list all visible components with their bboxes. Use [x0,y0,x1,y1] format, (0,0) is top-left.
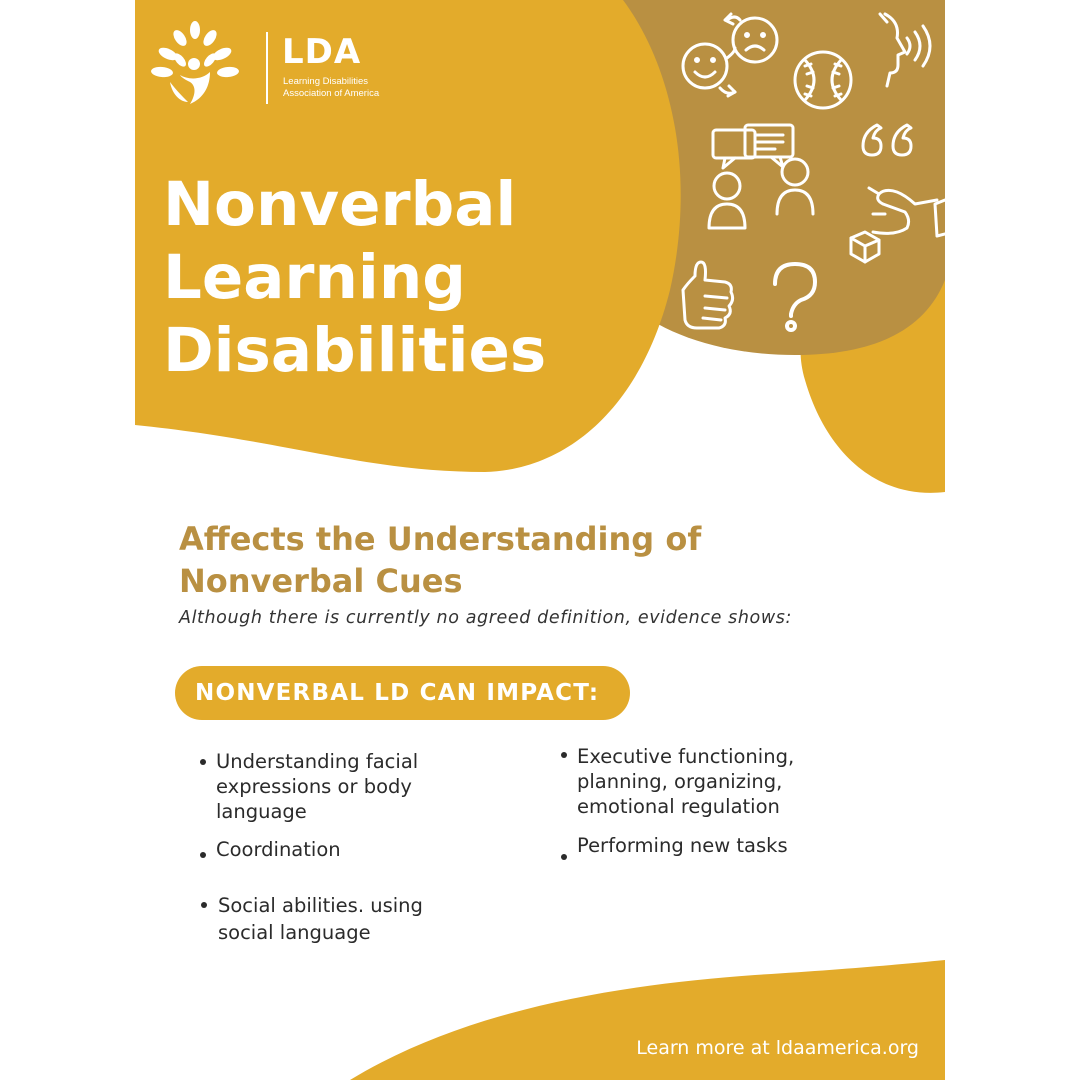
thumbs-up-icon [683,262,733,328]
list-item-line: planning, organizing, [577,770,783,793]
bullet-dot [561,752,567,758]
list-item [216,837,341,862]
logo-subtitle-line2: Association of America [283,88,380,99]
poster [135,0,945,1080]
section-heading-line2: Nonverbal Cues [179,562,463,600]
list-item-line: language [216,800,307,823]
list-item [216,749,418,824]
conversation-people-icon [709,125,813,228]
list-item-line: Performing new tasks [577,834,788,857]
impact-label: NONVERBAL LD CAN IMPACT: [195,680,600,706]
bullet-dot [201,902,207,908]
impact-label-pill [175,666,630,720]
section-heading [179,518,819,602]
title-line3: Disabilities [163,315,547,386]
baseball-icon [795,52,851,108]
hand-cube-icon [851,188,945,262]
list-item-line: emotional regulation [577,795,780,818]
bullet-dot [200,759,206,765]
footer-website-link[interactable]: Learn more at ldaamerica.org [636,1037,919,1059]
speaking-head-icon [880,14,930,86]
logo-subtitle-line1: Learning Disabilities [283,76,369,87]
list-item-line: expressions or body [216,775,412,798]
bullet-dot [200,852,206,858]
list-item-line: social language [218,921,371,944]
list-item [577,744,794,819]
list-item-line: Coordination [216,838,341,861]
question-mark-icon [775,264,815,330]
section-subtitle: Although there is currently no agreed definition, evidence shows: [179,608,792,628]
bg-bottom-wave [350,960,945,1080]
list-item [218,893,423,945]
icon-cluster [135,0,945,420]
list-item-line: Understanding facial [216,750,419,773]
bullet-dot [561,854,567,860]
list-item [577,833,788,858]
list-item-line: Social abilities. using [218,894,423,917]
quotation-marks-icon [863,125,911,155]
logo-wordmark: LDA [282,32,362,72]
section-heading-line1: Affects the Understanding of [179,520,702,558]
title-line1: Nonverbal [163,169,517,240]
list-item-line: Executive functioning, [577,745,795,768]
happy-sad-faces-cycle-icon [683,14,777,96]
title-line2: Learning [163,242,466,313]
